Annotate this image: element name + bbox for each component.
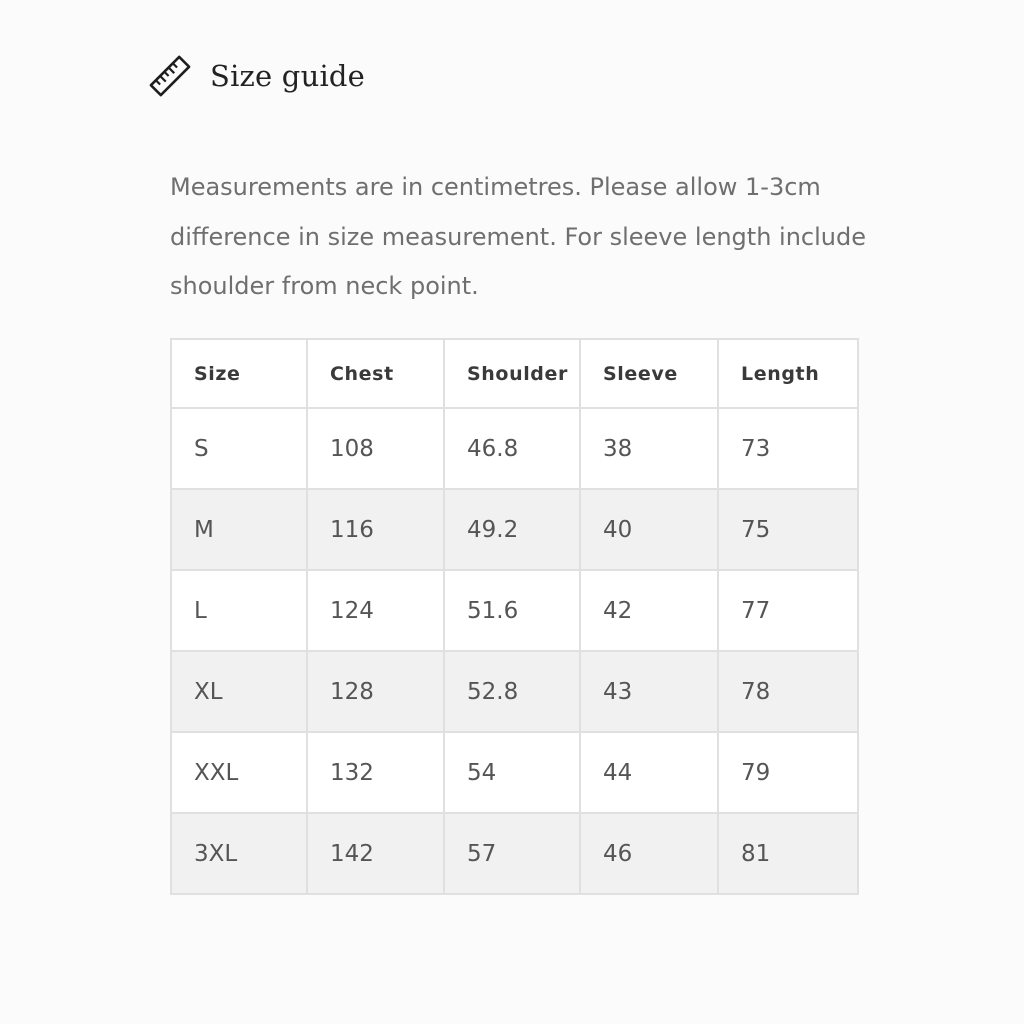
size-cell: 3XL <box>171 813 307 894</box>
size-cell: M <box>171 489 307 570</box>
page-title: Size guide <box>210 59 366 93</box>
sleeve-cell: 42 <box>580 570 718 651</box>
chest-cell: 132 <box>307 732 444 813</box>
chest-cell: 108 <box>307 408 444 489</box>
size-cell: S <box>171 408 307 489</box>
size-cell: L <box>171 570 307 651</box>
size-cell: XXL <box>171 732 307 813</box>
table-row <box>171 408 858 489</box>
shoulder-cell: 46.8 <box>444 408 580 489</box>
length-cell: 78 <box>718 651 858 732</box>
chest-cell: 116 <box>307 489 444 570</box>
length-cell: 75 <box>718 489 858 570</box>
sleeve-cell: 38 <box>580 408 718 489</box>
table-header-row <box>171 339 858 408</box>
chest-cell: 142 <box>307 813 444 894</box>
sleeve-cell: 44 <box>580 732 718 813</box>
column-header-length: Length <box>718 339 858 408</box>
sleeve-cell: 46 <box>580 813 718 894</box>
ruler-icon <box>148 54 192 98</box>
length-cell: 81 <box>718 813 858 894</box>
length-cell: 77 <box>718 570 858 651</box>
chest-cell: 124 <box>307 570 444 651</box>
table-row <box>171 570 858 651</box>
shoulder-cell: 54 <box>444 732 580 813</box>
table-row <box>171 489 858 570</box>
table-row <box>171 813 858 894</box>
length-cell: 79 <box>718 732 858 813</box>
shoulder-cell: 57 <box>444 813 580 894</box>
table-row <box>171 732 858 813</box>
column-header-sleeve: Sleeve <box>580 339 718 408</box>
length-cell: 73 <box>718 408 858 489</box>
shoulder-cell: 51.6 <box>444 570 580 651</box>
shoulder-cell: 52.8 <box>444 651 580 732</box>
column-header-size: Size <box>171 339 307 408</box>
size-guide-header <box>148 52 365 100</box>
sleeve-cell: 43 <box>580 651 718 732</box>
chest-cell: 128 <box>307 651 444 732</box>
size-cell: XL <box>171 651 307 732</box>
column-header-chest: Chest <box>307 339 444 408</box>
measurement-note: Measurements are in centimetres. Please allow 1-3cm difference in size measurement. For sleeve length include shoulder from neck point. <box>170 173 866 300</box>
sleeve-cell: 40 <box>580 489 718 570</box>
table-row <box>171 651 858 732</box>
shoulder-cell: 49.2 <box>444 489 580 570</box>
column-header-shoulder: Shoulder <box>444 339 580 408</box>
size-table <box>170 338 859 895</box>
